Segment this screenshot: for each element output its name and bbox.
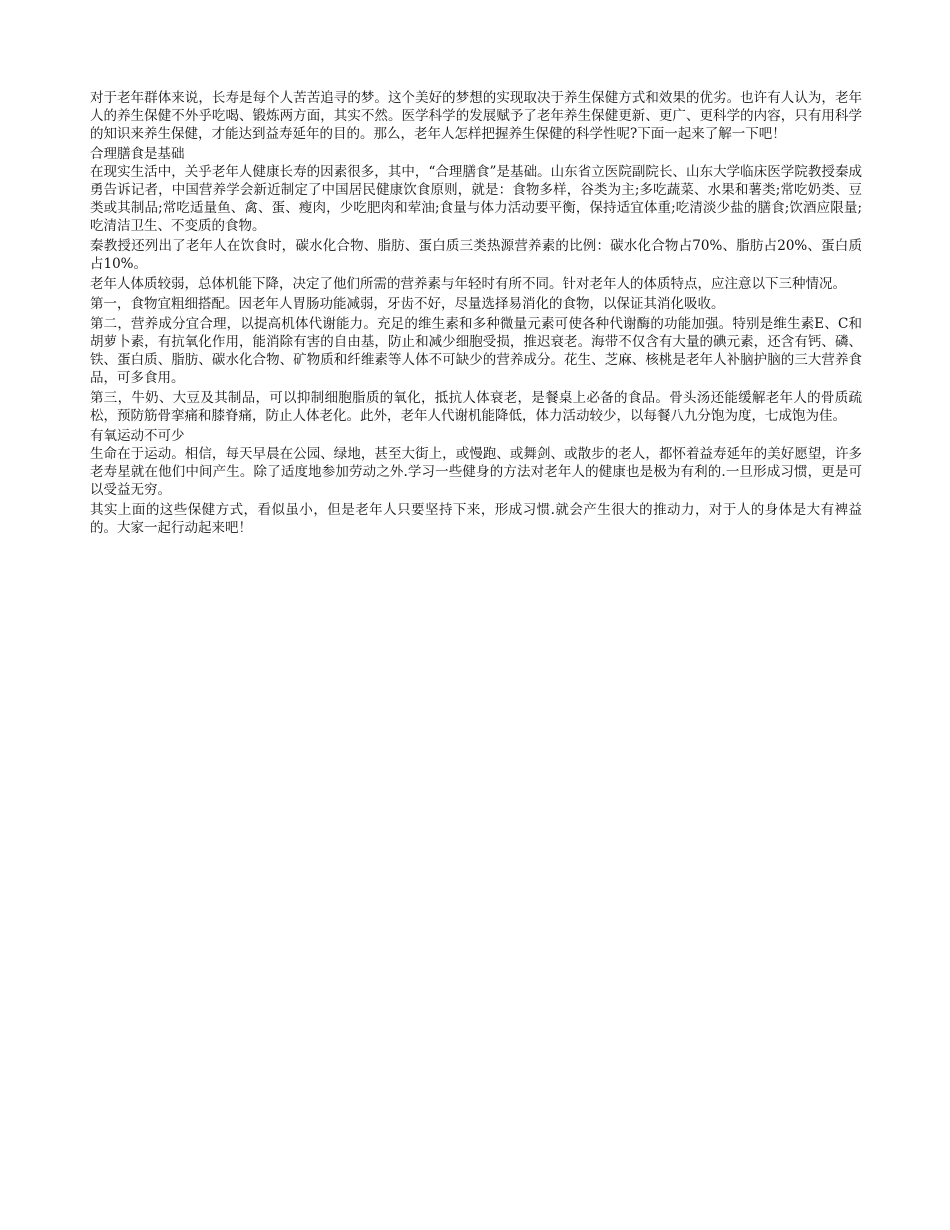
point-two-paragraph: 第二，营养成分宜合理，以提高机体代谢能力。充足的维生素和多种微量元素可使各种代谢酶的功能加强。特别是维生素E、C和胡萝卜素，有抗氧化作用，能消除有害的自由基，防止和减少细胞受损，推迟衰老。海带不仅含有大量的碘元素，还含有钙、磷、铁、蛋白质、脂肪、碳水化合物、矿物质和纤维素等人体不可缺少的营养成分。花生、芝麻、核桃是老年人补脑护脑的三大营养食品，可多食用。	[90, 316, 862, 386]
article-body	[90, 89, 862, 539]
nutrient-ratio-paragraph: 秦教授还列出了老年人在饮食时，碳水化合物、脂肪、蛋白质三类热源营养素的比例：碳水化合物占70%、脂肪占20%、蛋白质占10%。	[90, 238, 862, 272]
point-three-paragraph: 第三，牛奶、大豆及其制品，可以抑制细胞脂质的氧化，抵抗人体衰老，是餐桌上必备的食品。骨头汤还能缓解老年人的骨质疏松，预防筋骨挛痛和膝脊痛，防止人体老化。此外，老年人代谢机能降低，体力活动较少，以每餐八九分饱为度，七成饱为佳。	[90, 390, 862, 424]
intro-paragraph: 对于老年群体来说，长寿是每个人苦苦追寻的梦。这个美好的梦想的实现取决于养生保健方式和效果的优劣。也许有人认为，老年人的养生保健不外乎吃喝、锻炼两方面，其实不然。医学科学的发展赋予了老年养生保健更新、更广、更科学的内容，只有用科学的知识来养生保健，才能达到益寿延年的目的。那么，老年人怎样把握养生保健的科学性呢?下面一起来了解一下吧！	[90, 90, 862, 142]
conclusion-paragraph: 其实上面的这些保健方式，看似虽小，但是老年人只要坚持下来，形成习惯.就会产生很大的推动力，对于人的身体是大有裨益的。大家一起行动起来吧！	[90, 502, 862, 536]
exercise-paragraph: 生命在于运动。相信，每天早晨在公园、绿地，甚至大街上，或慢跑、或舞剑、或散步的老人，都怀着益寿延年的美好愿望，许多老寿星就在他们中间产生。除了适度地参加劳动之外.学习一些健身的方法对老年人的健康也是极为有利的.一旦形成习惯，更是可以受益无穷。	[90, 446, 862, 498]
elderly-constitution-paragraph: 老年人体质较弱，总体机能下降，决定了他们所需的营养素与年轻时有所不同。针对老年人的体质特点，应注意以下三种情况。	[90, 276, 846, 292]
diet-principles-paragraph: 在现实生活中，关乎老年人健康长寿的因素很多，其中，“合理膳食”是基础。山东省立医院副院长、山东大学临床医学院教授秦成勇告诉记者，中国营养学会新近制定了中国居民健康饮食原则，就是：食物多样，谷类为主;多吃蔬菜、水果和薯类;常吃奶类、豆类或其制品;常吃适量鱼、禽、蛋、瘦肉，少吃肥肉和荤油;食量与体力活动要平衡，保持适宜体重;吃清淡少盐的膳食;饮酒应限量;吃清洁卫生、不变质的食物。	[90, 164, 862, 234]
section-heading-exercise: 有氧运动不可少	[90, 428, 185, 444]
point-one-paragraph: 第一，食物宜粗细搭配。因老年人胃肠功能减弱，牙齿不好，尽量选择易消化的食物，以保证其消化吸收。	[90, 296, 725, 312]
section-heading-diet: 合理膳食是基础	[90, 146, 185, 162]
